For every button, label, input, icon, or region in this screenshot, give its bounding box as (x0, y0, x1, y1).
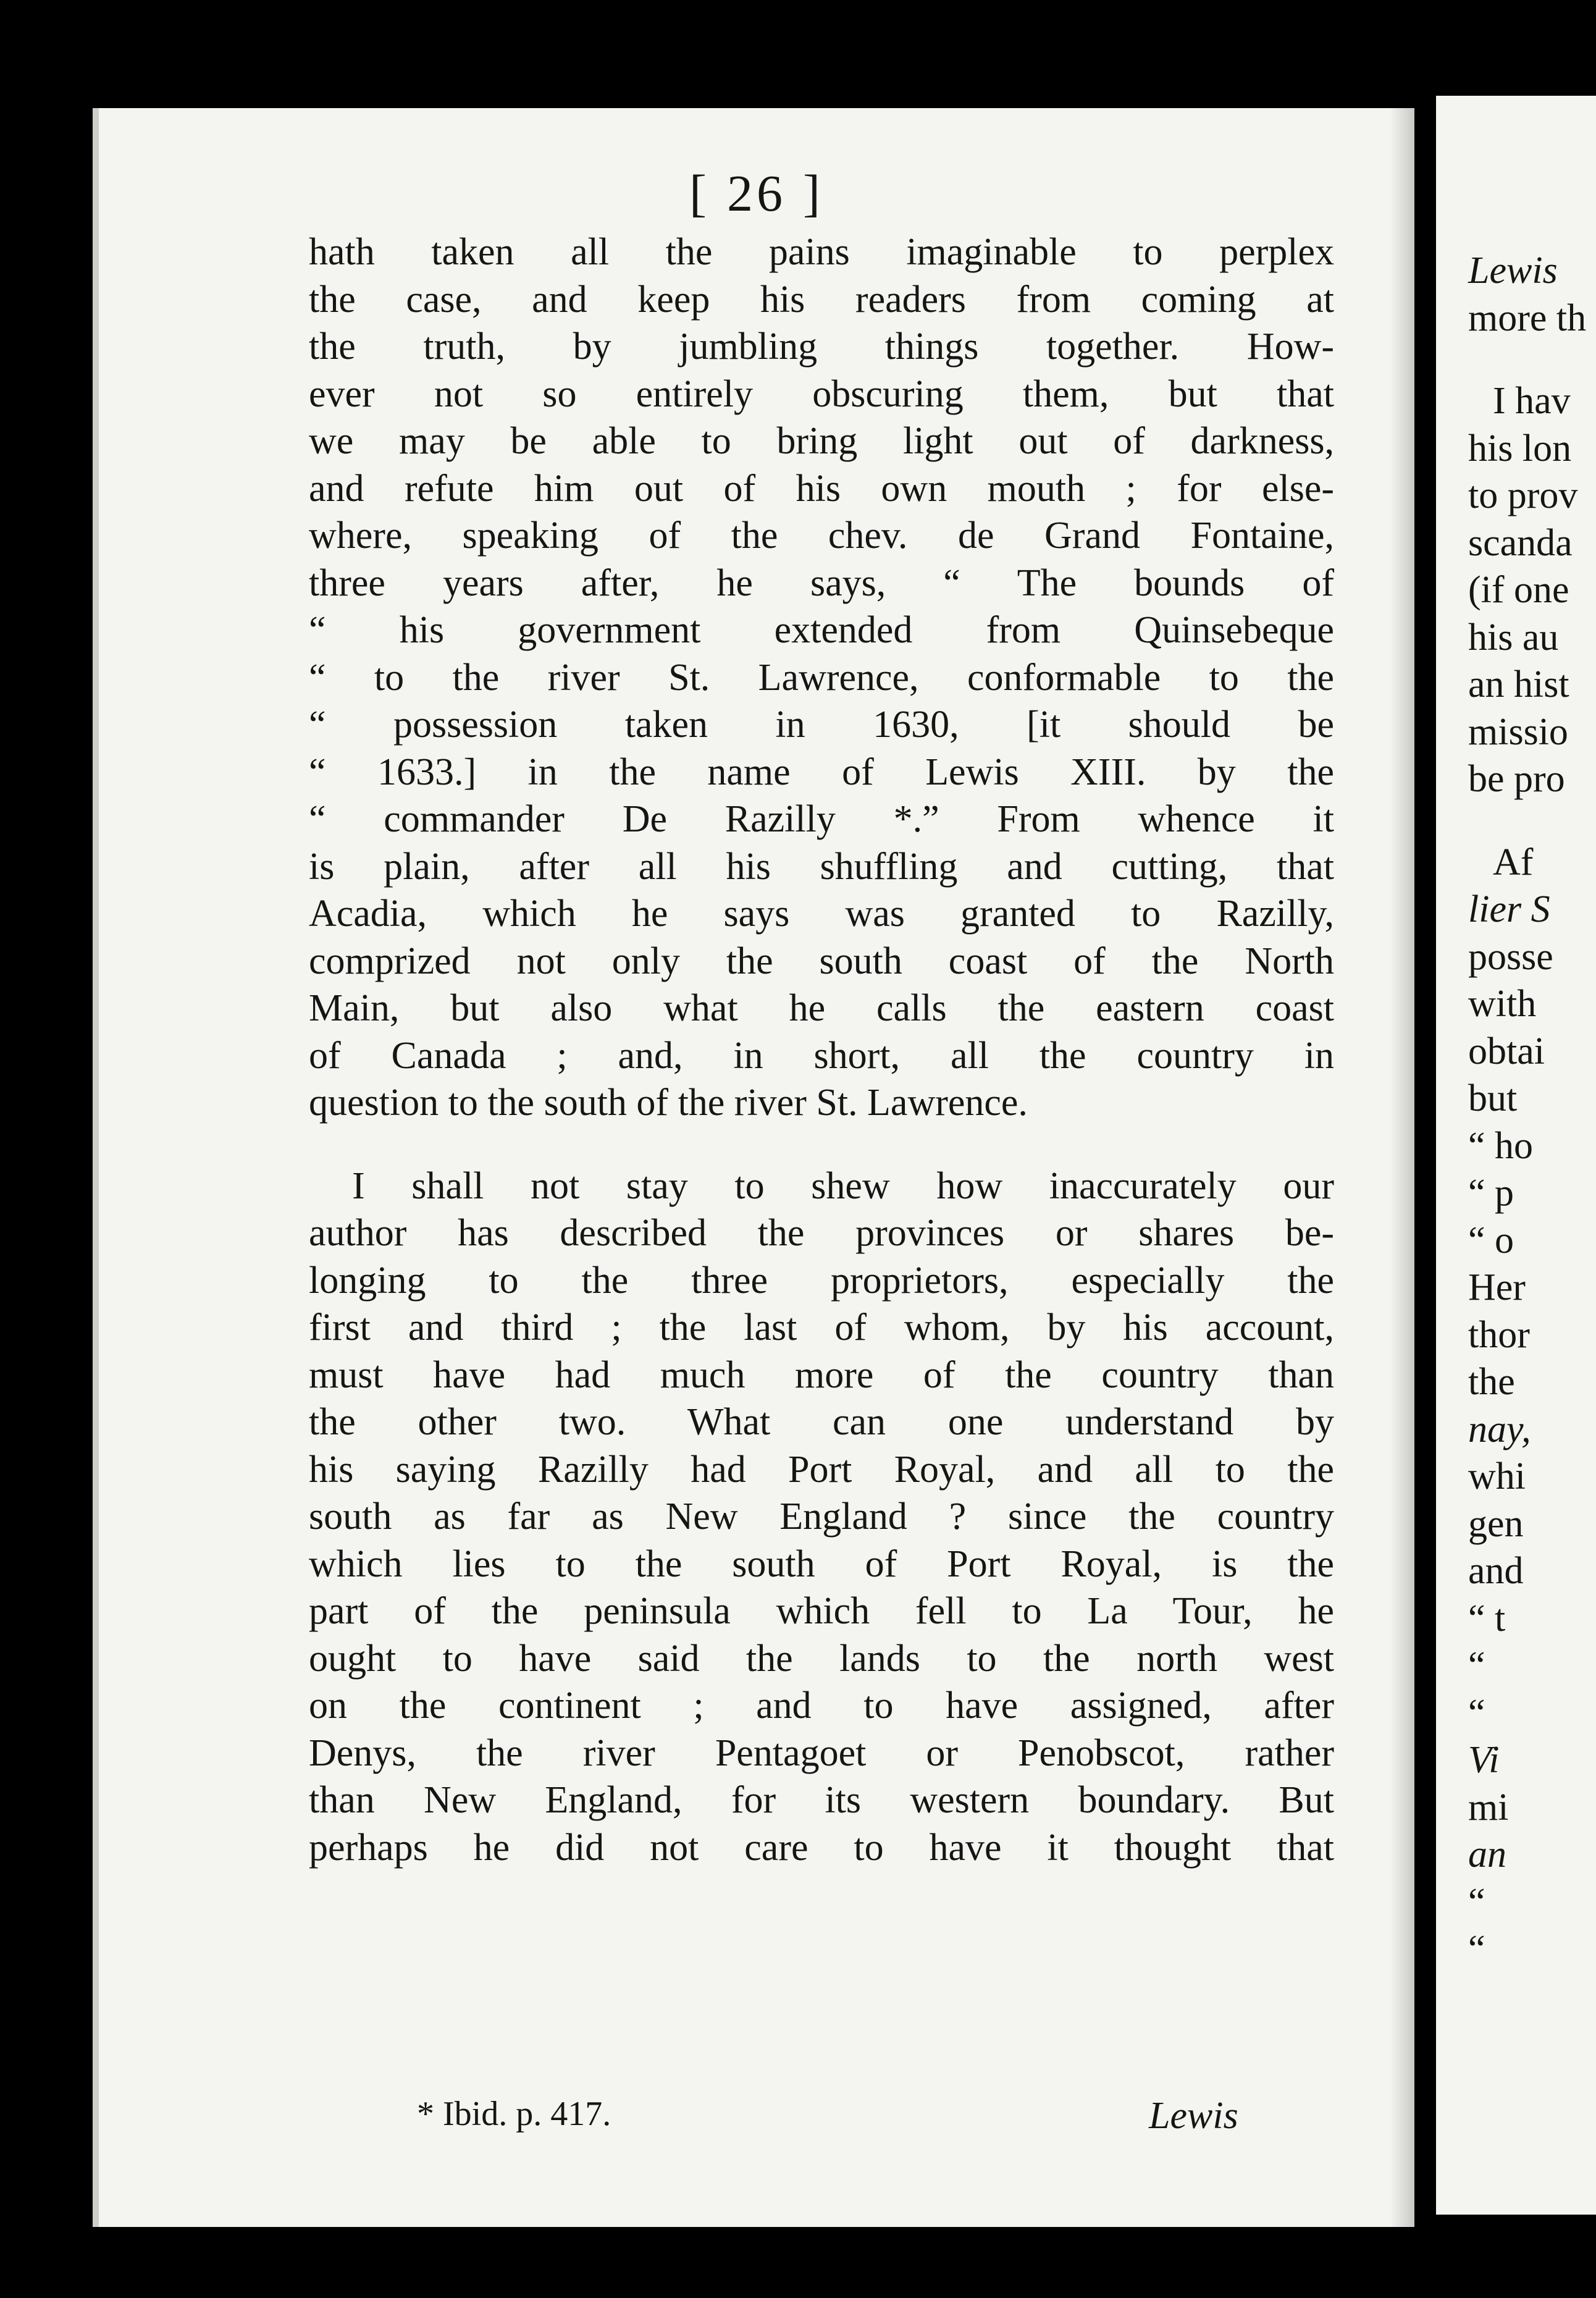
text-line: Vi (1468, 1739, 1500, 1781)
paragraph-gap (1468, 342, 1586, 377)
text-line: to prov (1468, 474, 1578, 516)
text-line: ever not so entirely obscuring them, but that (309, 372, 1334, 415)
text-line: author has described the provinces or shares be- (309, 1212, 1334, 1254)
text-line: his lon (1468, 427, 1572, 469)
text-line: Acadia, which he says was granted to Razilly, (309, 893, 1334, 935)
right-page-fragment (1436, 96, 1596, 2215)
text-line: first and third ; the last of whom, by his account, (309, 1307, 1334, 1349)
text-line: whi (1468, 1455, 1526, 1497)
text-line: and (1468, 1550, 1524, 1592)
text-line: on the continent ; and to have assigned, after (309, 1685, 1334, 1727)
body-text (309, 229, 1334, 1871)
text-line: Denys, the river Pentagoet or Penobscot, rather (309, 1732, 1334, 1774)
text-line: posse (1468, 935, 1553, 978)
text-line: obtai (1468, 1030, 1545, 1072)
text-line: the other two. What can one understand by (309, 1401, 1334, 1443)
text-line: scanda (1468, 521, 1573, 564)
paragraph-gap (1468, 803, 1586, 839)
page-number (99, 164, 1414, 224)
text-line: and refute him out of his own mouth ; for else- (309, 467, 1334, 510)
text-line: ought to have said the lands to the north west (309, 1637, 1334, 1680)
text-line: Her (1468, 1266, 1526, 1308)
text-line: hath taken all the pains imaginable to perplex (309, 231, 1334, 273)
text-line: thor (1468, 1313, 1530, 1356)
text-line: where, speaking of the chev. de Grand Fontaine, (309, 515, 1334, 557)
text-line: “ possession taken in 1630, [it should be (309, 704, 1334, 746)
text-line: mi (1468, 1786, 1509, 1829)
text-line: longing to the three proprietors, especially the (309, 1259, 1334, 1302)
text-line: “ o (1468, 1219, 1514, 1261)
footnote: * Ibid. p. 417. (417, 2095, 611, 2133)
text-line: “ (1468, 1880, 1485, 1923)
text-line: lier S (1468, 888, 1550, 930)
paragraph-1 (309, 229, 1334, 1127)
text-line: but (1468, 1077, 1518, 1119)
text-line: missio (1468, 710, 1568, 753)
text-line: nay, (1468, 1408, 1531, 1450)
text-line: I hav (1493, 380, 1571, 422)
text-line: of Canada ; and, in short, all the country in (309, 1034, 1334, 1077)
page-number-text: [ 26 ] (689, 165, 824, 222)
text-line: “ 1633.] in the name of Lewis XIII. by the (309, 751, 1334, 793)
text-line: Main, but also what he calls the eastern coast (309, 987, 1334, 1029)
text-line: part of the peninsula which fell to La Tour, he (309, 1590, 1334, 1632)
text-line: (if one (1468, 569, 1569, 611)
text-line: the truth, by jumbling things together. How- (309, 326, 1334, 368)
text-line: “ t (1468, 1597, 1506, 1639)
text-line: must have had much more of the country than (309, 1353, 1334, 1396)
left-page (93, 108, 1414, 2227)
text-line: “ (1468, 1928, 1485, 1970)
paragraph-gap (309, 1127, 1334, 1163)
text-line: “ ho (1468, 1124, 1534, 1167)
text-line: with (1468, 983, 1537, 1025)
text-line: I shall not stay to shew how inaccurately our (352, 1164, 1334, 1207)
text-line: “ commander De Razilly *.” From whence it (309, 798, 1334, 840)
text-line: “ his government extended from Quinsebeque (309, 609, 1334, 651)
text-line: Af (1493, 841, 1534, 883)
text-line: south as far as New England ? since the country (309, 1496, 1334, 1538)
spine-shadow (1390, 108, 1414, 2227)
text-line: the case, and keep his readers from coming at (309, 278, 1334, 321)
text-line: gen (1468, 1502, 1524, 1545)
text-line: “ (1468, 1691, 1485, 1734)
text-line: perhaps he did not care to have it thought that (309, 1826, 1334, 1869)
text-line: which lies to the south of Port Royal, is the (309, 1543, 1334, 1585)
text-line: question to the south of the river St. Lawrence. (309, 1082, 1028, 1124)
text-line: “ p (1468, 1172, 1514, 1214)
text-line: three years after, he says, “ The bounds of (309, 562, 1334, 604)
text-line: than New England, for its western boundary. But (309, 1779, 1334, 1821)
text-line: “ to the river St. Lawrence, conformable to the (309, 656, 1334, 699)
text-line: be pro (1468, 758, 1565, 800)
text-line: Lewis (1468, 250, 1558, 292)
text-line: more th (1468, 297, 1587, 339)
catchword: Lewis (1149, 2095, 1238, 2137)
text-line: comprized not only the south coast of the North (309, 940, 1334, 982)
paragraph-2 (309, 1163, 1334, 1872)
text-line: is plain, after all his shuffling and cutting, that (309, 845, 1334, 888)
text-line: an (1468, 1833, 1506, 1875)
text-line: we may be able to bring light out of darkness, (309, 420, 1334, 462)
text-line: “ (1468, 1644, 1485, 1686)
text-line: the (1468, 1361, 1515, 1403)
text-line: an hist (1468, 663, 1569, 705)
text-line: his au (1468, 616, 1559, 659)
right-page-text (1468, 247, 1586, 1973)
text-line: his saying Razilly had Port Royal, and all to the (309, 1448, 1334, 1491)
